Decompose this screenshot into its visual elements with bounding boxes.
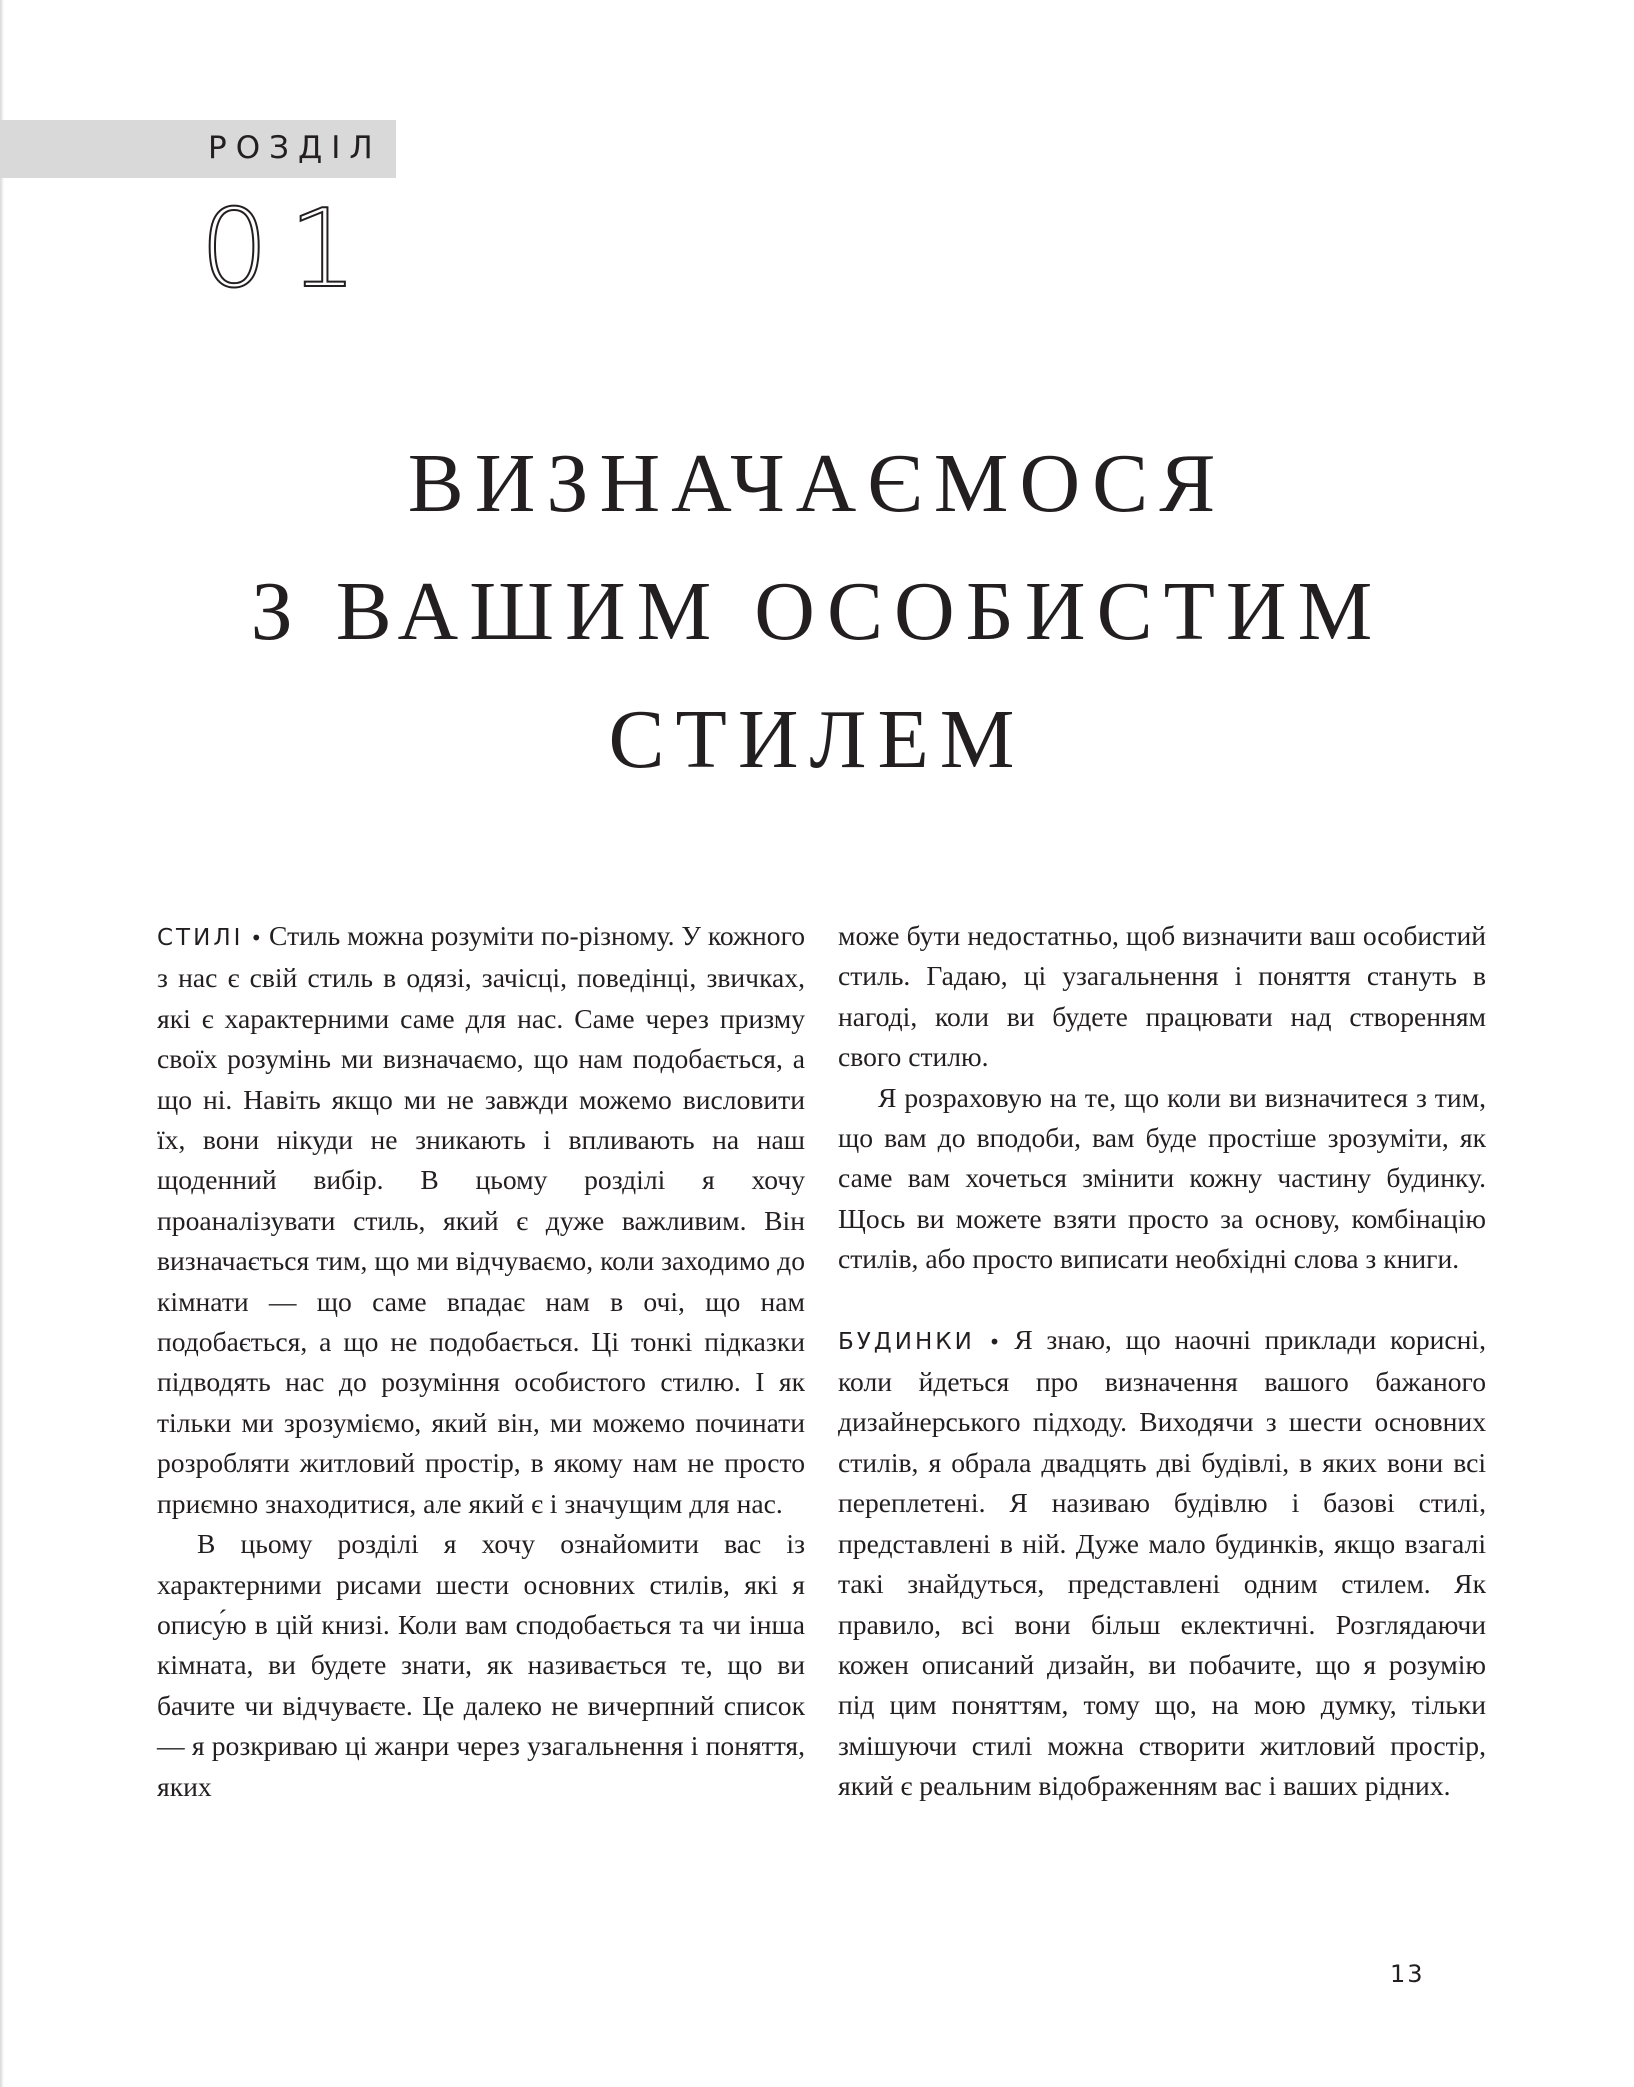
chapter-title xyxy=(120,420,1514,804)
bullet-separator: • xyxy=(988,1329,1001,1354)
paragraph-styles-intro xyxy=(157,916,805,1524)
page-spine-edge xyxy=(0,0,4,2087)
paragraph-preferences: Я розраховую на те, що коли ви визначитеся з тим, що вам до вподоби, вам буде простіше зрозуміти, як саме вам хочеться змінити кожну частину будинку. Щось ви можете взяти просто за основу, комбінацію стилів, або просто виписати необхідні слова з книги. xyxy=(838,1081,1486,1275)
chapter-number: 01 xyxy=(200,187,378,312)
left-text-column xyxy=(157,916,805,1807)
chapter-title-line-2: З ВАШИМ ОСОБИСТИМ xyxy=(250,565,1384,658)
paragraph-lead-houses: БУДИНКИ xyxy=(838,1328,975,1355)
chapter-title-line-1: ВИЗНАЧАЄМОСЯ xyxy=(407,437,1227,530)
section-label: РОЗДІЛ xyxy=(208,130,382,166)
paragraph-six-styles: В цьому розділі я хочу ознайомити вас із характерними рисами шести основних стилів, які я опису́ю в цій книзі. Коли вам сподобається та чи інша кімната, ви будете знати, як називається те, що ви бачите чи відчуваєте. Це далеко не вичерпний список — я розкриваю ці жанри через узагальнення і поняття, яких xyxy=(157,1528,805,1802)
chapter-title-line-3: СТИЛЕМ xyxy=(608,693,1026,786)
paragraph-text: Стиль можна розуміти по-різному. У кожного з нас є свій стиль в одязі, зачісці, поведінці, звичках, які є характерними саме для нас. Саме через призму своїх розумінь ми визначаємо, що нам подобається, а що ні. Навіть якщо ми не завжди можемо висловити їх, вони нікуди не зникають і впливають на наш щоденний вибір. В цьому розділі я хочу проаналізувати стиль, який є дуже важливим. Він визначається тим, що ми відчуваємо, коли заходимо до кімнати — що саме впадає нам в очі, що нам подобається, а що не подобається. Ці тонкі підказки підводять нас до розуміння особистого стилю. І як тільки ми зрозуміємо, який він, ми можемо починати розробляти житловий простір, в якому нам не просто приємно знаходитися, але який є і значущим для нас. xyxy=(157,920,806,1519)
paragraph-continuation: може бути недостатньо, щоб визначити ваш особистий стиль. Гадаю, ці узагальнення і поняття стануть в нагоді, коли ви будете працювати над створенням свого стилю. xyxy=(838,920,1486,1073)
right-text-column xyxy=(838,916,1486,1807)
paragraph-houses xyxy=(838,1320,1486,1807)
page-number: 13 xyxy=(1390,1960,1425,1988)
paragraph-text: Я знаю, що наочні приклади корисні, коли йдеться про визначення вашого бажаного дизайнерського підходу. Виходячи з шести основних стилів, я обрала двадцять дві будівлі, в яких вони всі переплетені. Я називаю будівлю і базові стилі, представлені в ній. Дуже мало будинків, якщо взагалі такі знайдуться, представлені одним стилем. Як правило, всі вони більш еклектичні. Розглядаючи кожен описаний дизайн, ви побачите, що я розумію під цим поняттям, тому що, на мою думку, тільки змішуючи стилі можна створити житловий простір, який є реальним відображенням вас і ваших рідних. xyxy=(838,1323,1486,1802)
paragraph-lead-styles: СТИЛІ xyxy=(157,925,244,951)
bullet-separator: • xyxy=(250,926,263,950)
